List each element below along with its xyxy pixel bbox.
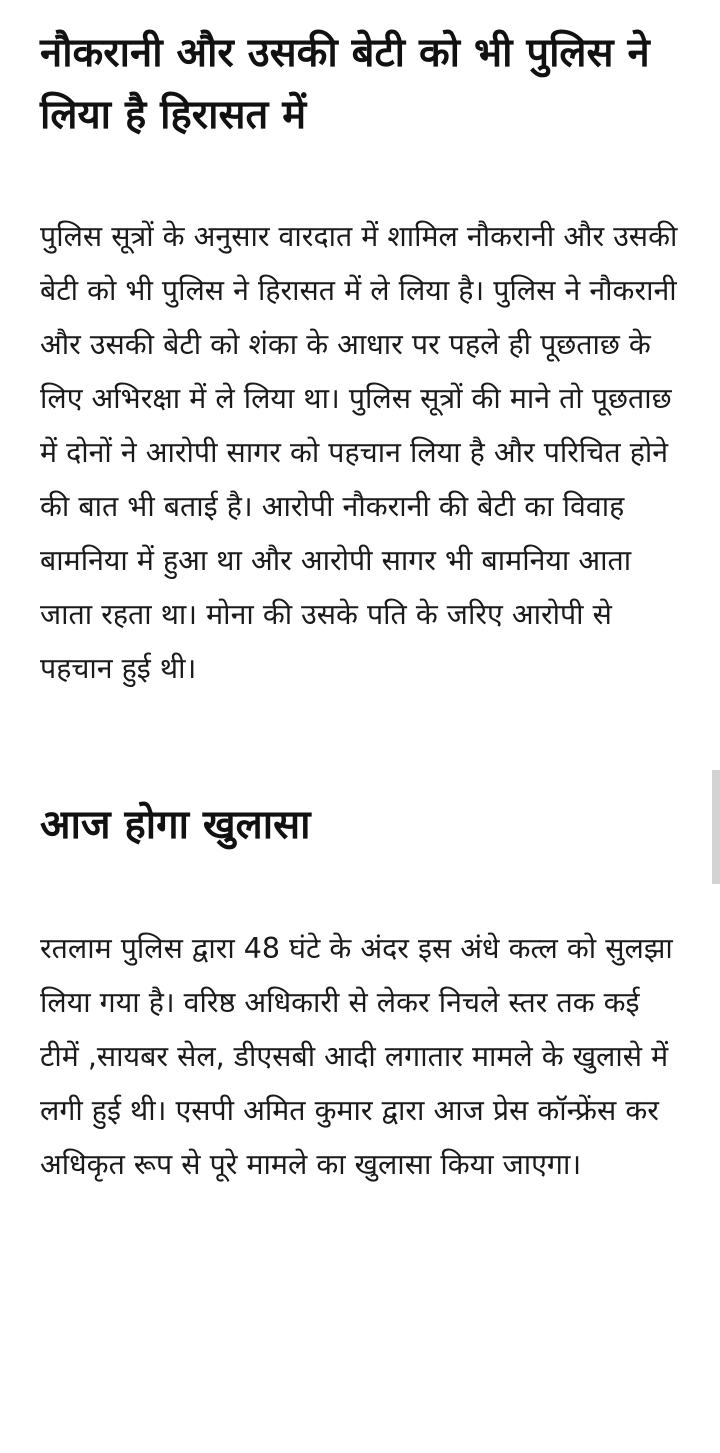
section-heading: नौकरानी और उसकी बेटी को भी पुलिस ने लिया है हिरासत में <box>40 30 650 138</box>
section-paragraph: पुलिस सूत्रों के अनुसार वारदात में शामिल नौकरानी और उसकी बेटी को भी पुलिस ने हिरासत में ले लिया है। पुलिस ने नौकरानी और उसकी बेटी को शंका के आधार पर पहले ही पूछताछ के लिए अभिरक्षा में ले लिया था। पुलिस सूत्रों की माने तो पूछताछ में दोनों ने आरोपी सागर को पहचान लिया है और परिचित होने की बात भी बताई है। आरोपी नौकरानी की बेटी का विवाह बामनिया में हुआ था और आरोपी सागर भी बामनिया आता जाता रहता था। मोना की उसके पति के जरिए आरोपी से पहचान हुई थी। <box>40 220 678 685</box>
scrollbar-thumb[interactable] <box>712 770 720 884</box>
section-heading: आज होगा खुलासा <box>40 802 311 848</box>
section-paragraph: रतलाम पुलिस द्वारा 48 घंटे के अंदर इस अंधे कत्ल को सुलझा लिया गया है। वरिष्ठ अधिकारी से लेकर निचले स्तर तक कई टीमें ,सायबर सेल, डीएसबी आदी लगातार मामले के खुलासे में लगी हुई थी। एसपी अमित कुमार द्वारा आज प्रेस कॉन्फ्रेंस कर अधिकृत रूप से पूरे मामले का खुलासा किया जाएगा। <box>40 932 673 1181</box>
article-body <box>40 22 680 1192</box>
